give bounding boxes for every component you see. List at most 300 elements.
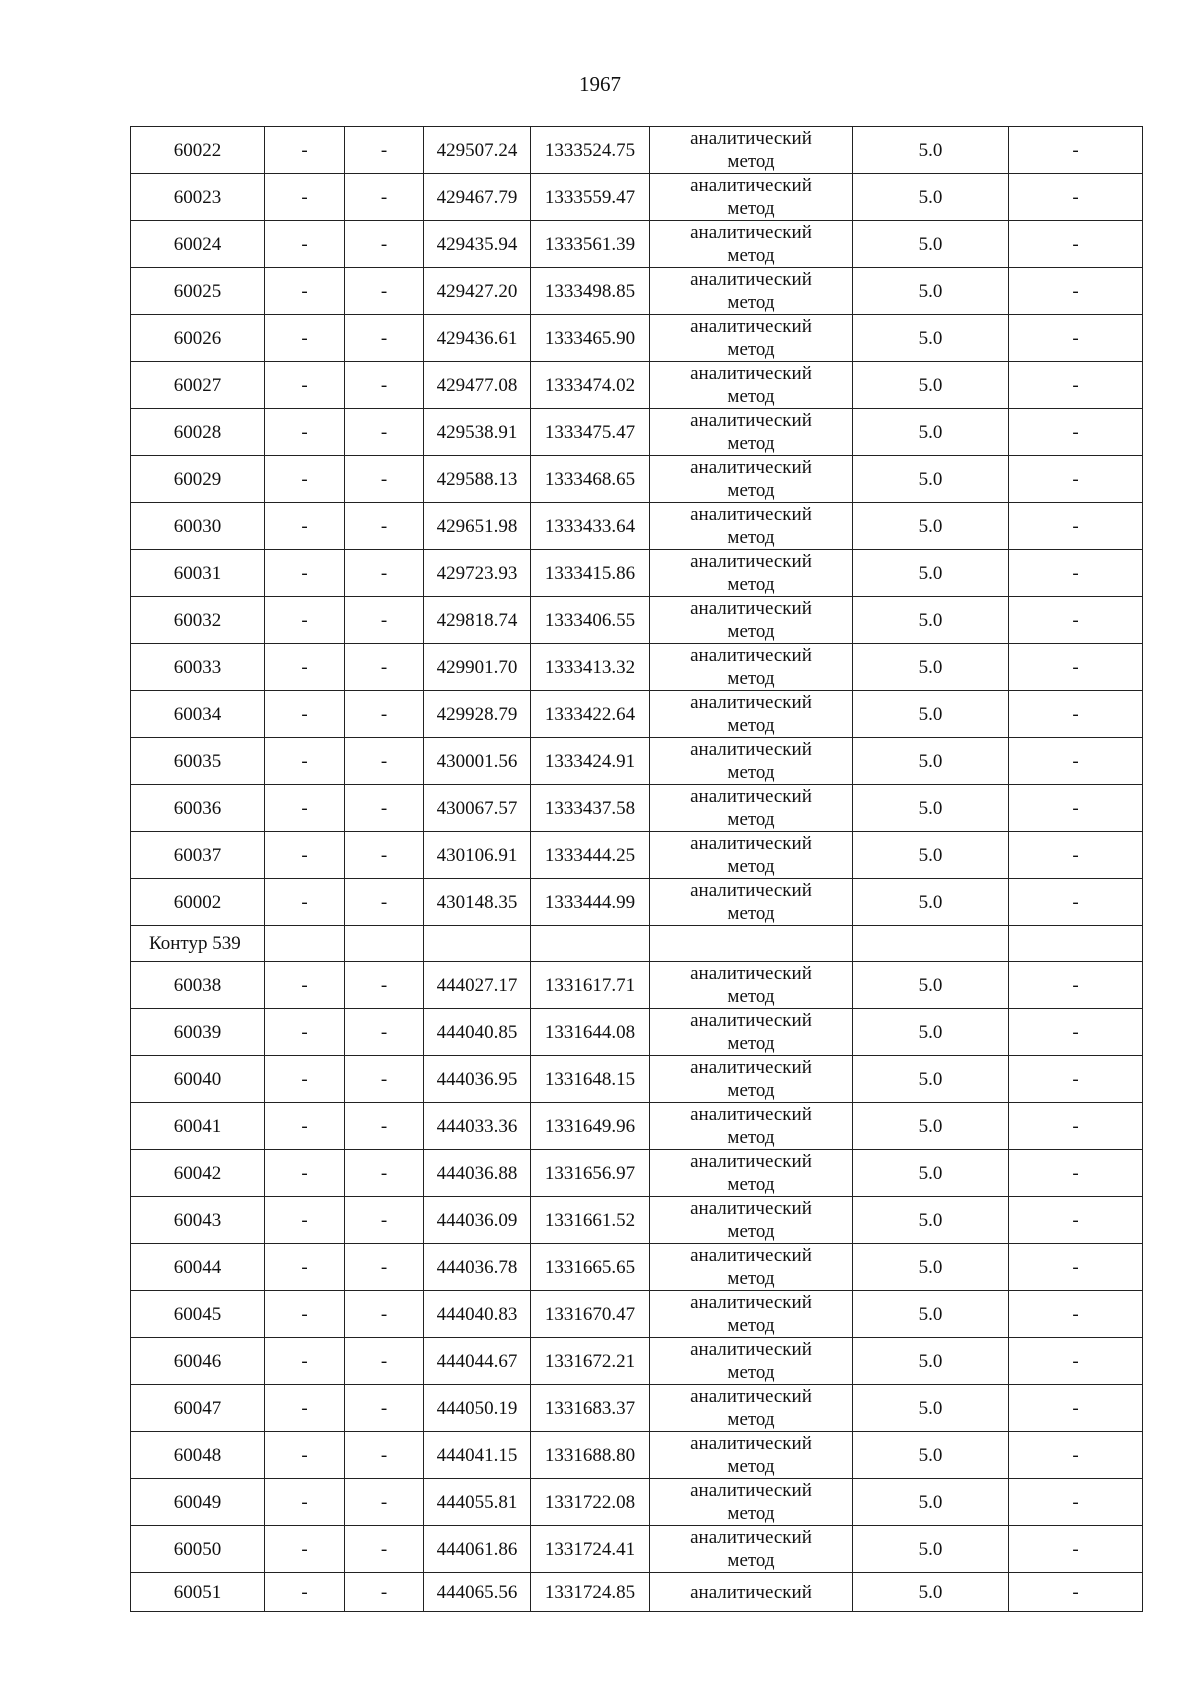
empty-cell xyxy=(650,926,853,962)
table-row xyxy=(131,597,1143,644)
column-2-cell: - xyxy=(265,1338,345,1385)
column-8-cell: - xyxy=(1009,1385,1143,1432)
column-3-cell: - xyxy=(345,268,424,315)
point-number-cell: 60048 xyxy=(131,1432,265,1479)
method-cell xyxy=(650,127,853,174)
column-3-cell: - xyxy=(345,1385,424,1432)
column-8-cell: - xyxy=(1009,832,1143,879)
method-line: аналитический xyxy=(690,410,812,431)
column-8-cell: - xyxy=(1009,456,1143,503)
y-coordinate-cell: 1331683.37 xyxy=(531,1385,650,1432)
table-row xyxy=(131,879,1143,926)
method-line: метод xyxy=(727,809,775,830)
x-coordinate-cell: 444041.15 xyxy=(424,1432,531,1479)
method-line: аналитический xyxy=(690,175,812,196)
table-row xyxy=(131,1103,1143,1150)
method-line: метод xyxy=(727,245,775,266)
page-number: 1967 xyxy=(579,72,621,96)
accuracy-cell: 5.0 xyxy=(853,644,1009,691)
y-coordinate-cell: 1333444.25 xyxy=(531,832,650,879)
method-line: метод xyxy=(727,386,775,407)
x-coordinate-cell: 429477.08 xyxy=(424,362,531,409)
column-8-cell: - xyxy=(1009,1338,1143,1385)
table-row xyxy=(131,1479,1143,1526)
accuracy-cell: 5.0 xyxy=(853,1103,1009,1150)
y-coordinate-cell: 1331656.97 xyxy=(531,1150,650,1197)
accuracy-cell: 5.0 xyxy=(853,1573,1009,1612)
y-coordinate-cell: 1333559.47 xyxy=(531,174,650,221)
table-row xyxy=(131,1432,1143,1479)
column-8-cell: - xyxy=(1009,1573,1143,1612)
table-row xyxy=(131,409,1143,456)
point-number-cell: 60028 xyxy=(131,409,265,456)
accuracy-cell: 5.0 xyxy=(853,785,1009,832)
method-cell xyxy=(650,597,853,644)
column-2-cell: - xyxy=(265,1291,345,1338)
y-coordinate-cell: 1333468.65 xyxy=(531,456,650,503)
point-number-cell: 60038 xyxy=(131,962,265,1009)
x-coordinate-cell: 444027.17 xyxy=(424,962,531,1009)
column-3-cell: - xyxy=(345,1244,424,1291)
column-2-cell: - xyxy=(265,1526,345,1573)
method-line: аналитический xyxy=(690,1104,812,1125)
table-row xyxy=(131,127,1143,174)
column-2-cell: - xyxy=(265,879,345,926)
point-number-cell: 60023 xyxy=(131,174,265,221)
method-line: метод xyxy=(727,1362,775,1383)
method-cell xyxy=(650,1197,853,1244)
method-cell xyxy=(650,550,853,597)
x-coordinate-cell: 444036.78 xyxy=(424,1244,531,1291)
method-line: аналитический xyxy=(690,1198,812,1219)
method-line: метод xyxy=(727,986,775,1007)
method-line: метод xyxy=(727,1127,775,1148)
column-8-cell: - xyxy=(1009,738,1143,785)
method-line: аналитический xyxy=(690,833,812,854)
method-line: метод xyxy=(727,292,775,313)
y-coordinate-cell: 1331724.85 xyxy=(531,1573,650,1612)
x-coordinate-cell: 444040.83 xyxy=(424,1291,531,1338)
method-cell xyxy=(650,456,853,503)
point-number-cell: 60036 xyxy=(131,785,265,832)
x-coordinate-cell: 429651.98 xyxy=(424,503,531,550)
x-coordinate-cell: 444065.56 xyxy=(424,1573,531,1612)
method-line: метод xyxy=(727,1033,775,1054)
point-number-cell: 60044 xyxy=(131,1244,265,1291)
method-line: аналитический xyxy=(690,786,812,807)
column-3-cell: - xyxy=(345,738,424,785)
method-line: аналитический xyxy=(690,1151,812,1172)
table-row xyxy=(131,738,1143,785)
method-line: метод xyxy=(727,1550,775,1571)
column-3-cell: - xyxy=(345,962,424,1009)
column-3-cell: - xyxy=(345,879,424,926)
column-2-cell: - xyxy=(265,456,345,503)
y-coordinate-cell: 1331661.52 xyxy=(531,1197,650,1244)
method-line: аналитический xyxy=(690,128,812,149)
table-row xyxy=(131,1056,1143,1103)
method-cell xyxy=(650,1244,853,1291)
column-2-cell: - xyxy=(265,315,345,362)
column-3-cell: - xyxy=(345,362,424,409)
column-3-cell: - xyxy=(345,1479,424,1526)
column-2-cell: - xyxy=(265,268,345,315)
column-2-cell: - xyxy=(265,1197,345,1244)
method-cell xyxy=(650,409,853,456)
method-line: аналитический xyxy=(690,598,812,619)
x-coordinate-cell: 430001.56 xyxy=(424,738,531,785)
method-line: аналитический xyxy=(690,1527,812,1548)
accuracy-cell: 5.0 xyxy=(853,221,1009,268)
method-cell xyxy=(650,221,853,268)
column-8-cell: - xyxy=(1009,1009,1143,1056)
column-2-cell: - xyxy=(265,1573,345,1612)
x-coordinate-cell: 444044.67 xyxy=(424,1338,531,1385)
point-number-cell: 60034 xyxy=(131,691,265,738)
accuracy-cell: 5.0 xyxy=(853,1150,1009,1197)
x-coordinate-cell: 429467.79 xyxy=(424,174,531,221)
y-coordinate-cell: 1333437.58 xyxy=(531,785,650,832)
column-3-cell: - xyxy=(345,1009,424,1056)
method-line: аналитический xyxy=(690,363,812,384)
point-number-cell: 60022 xyxy=(131,127,265,174)
column-3-cell: - xyxy=(345,315,424,362)
method-cell xyxy=(650,1150,853,1197)
empty-cell xyxy=(853,926,1009,962)
column-3-cell: - xyxy=(345,550,424,597)
point-number-cell: 60002 xyxy=(131,879,265,926)
y-coordinate-cell: 1331724.41 xyxy=(531,1526,650,1573)
point-number-cell: 60031 xyxy=(131,550,265,597)
method-line: метод xyxy=(727,856,775,877)
method-cell xyxy=(650,785,853,832)
method-line: метод xyxy=(727,1080,775,1101)
method-cell xyxy=(650,1573,853,1612)
point-number-cell: 60029 xyxy=(131,456,265,503)
accuracy-cell: 5.0 xyxy=(853,1197,1009,1244)
column-2-cell: - xyxy=(265,785,345,832)
accuracy-cell: 5.0 xyxy=(853,503,1009,550)
method-line: аналитический xyxy=(690,1292,812,1313)
x-coordinate-cell: 429427.20 xyxy=(424,268,531,315)
point-number-cell: 60027 xyxy=(131,362,265,409)
table-row xyxy=(131,962,1143,1009)
accuracy-cell: 5.0 xyxy=(853,1291,1009,1338)
column-8-cell: - xyxy=(1009,503,1143,550)
x-coordinate-cell: 444040.85 xyxy=(424,1009,531,1056)
column-8-cell: - xyxy=(1009,1150,1143,1197)
table-row xyxy=(131,1338,1143,1385)
y-coordinate-cell: 1331648.15 xyxy=(531,1056,650,1103)
accuracy-cell: 5.0 xyxy=(853,550,1009,597)
method-cell xyxy=(650,362,853,409)
table-row xyxy=(131,503,1143,550)
column-2-cell: - xyxy=(265,1103,345,1150)
column-2-cell: - xyxy=(265,127,345,174)
method-line: метод xyxy=(727,527,775,548)
column-3-cell: - xyxy=(345,1573,424,1612)
empty-cell xyxy=(265,926,345,962)
column-2-cell: - xyxy=(265,1056,345,1103)
x-coordinate-cell: 429507.24 xyxy=(424,127,531,174)
y-coordinate-cell: 1333524.75 xyxy=(531,127,650,174)
method-cell xyxy=(650,1432,853,1479)
x-coordinate-cell: 444055.81 xyxy=(424,1479,531,1526)
method-cell xyxy=(650,832,853,879)
empty-cell xyxy=(1009,926,1143,962)
column-2-cell: - xyxy=(265,409,345,456)
point-number-cell: 60024 xyxy=(131,221,265,268)
method-line: метод xyxy=(727,433,775,454)
y-coordinate-cell: 1331665.65 xyxy=(531,1244,650,1291)
method-line: аналитический xyxy=(690,1480,812,1501)
column-3-cell: - xyxy=(345,644,424,691)
y-coordinate-cell: 1333474.02 xyxy=(531,362,650,409)
column-2-cell: - xyxy=(265,962,345,1009)
x-coordinate-cell: 444033.36 xyxy=(424,1103,531,1150)
column-8-cell: - xyxy=(1009,268,1143,315)
x-coordinate-cell: 444050.19 xyxy=(424,1385,531,1432)
method-cell xyxy=(650,268,853,315)
accuracy-cell: 5.0 xyxy=(853,409,1009,456)
method-line: метод xyxy=(727,1268,775,1289)
column-2-cell: - xyxy=(265,1432,345,1479)
method-line: аналитический xyxy=(690,645,812,666)
accuracy-cell: 5.0 xyxy=(853,597,1009,644)
column-2-cell: - xyxy=(265,1385,345,1432)
x-coordinate-cell: 430106.91 xyxy=(424,832,531,879)
method-line: аналитический xyxy=(690,504,812,525)
x-coordinate-cell: 444036.95 xyxy=(424,1056,531,1103)
point-number-cell: 60032 xyxy=(131,597,265,644)
point-number-cell: 60037 xyxy=(131,832,265,879)
point-number-cell: 60043 xyxy=(131,1197,265,1244)
column-8-cell: - xyxy=(1009,691,1143,738)
table-row xyxy=(131,1197,1143,1244)
method-cell xyxy=(650,1338,853,1385)
table-row xyxy=(131,1244,1143,1291)
y-coordinate-cell: 1333415.86 xyxy=(531,550,650,597)
point-number-cell: 60025 xyxy=(131,268,265,315)
method-line: аналитический xyxy=(690,1245,812,1266)
method-cell xyxy=(650,691,853,738)
method-line: метод xyxy=(727,762,775,783)
method-line: метод xyxy=(727,1174,775,1195)
column-2-cell: - xyxy=(265,597,345,644)
point-number-cell: 60051 xyxy=(131,1573,265,1612)
y-coordinate-cell: 1331688.80 xyxy=(531,1432,650,1479)
column-3-cell: - xyxy=(345,456,424,503)
column-3-cell: - xyxy=(345,174,424,221)
method-cell xyxy=(650,174,853,221)
table-row xyxy=(131,785,1143,832)
column-8-cell: - xyxy=(1009,1526,1143,1573)
column-3-cell: - xyxy=(345,503,424,550)
x-coordinate-cell: 429538.91 xyxy=(424,409,531,456)
method-line: аналитический xyxy=(690,551,812,572)
point-number-cell: 60039 xyxy=(131,1009,265,1056)
column-3-cell: - xyxy=(345,832,424,879)
x-coordinate-cell: 429723.93 xyxy=(424,550,531,597)
method-line: аналитический xyxy=(690,269,812,290)
table-row xyxy=(131,644,1143,691)
method-cell xyxy=(650,879,853,926)
point-number-cell: 60026 xyxy=(131,315,265,362)
accuracy-cell: 5.0 xyxy=(853,1432,1009,1479)
method-line: метод xyxy=(727,668,775,689)
y-coordinate-cell: 1333475.47 xyxy=(531,409,650,456)
method-line: аналитический xyxy=(690,963,812,984)
method-line: метод xyxy=(727,151,775,172)
point-number-cell: 60046 xyxy=(131,1338,265,1385)
accuracy-cell: 5.0 xyxy=(853,1479,1009,1526)
column-3-cell: - xyxy=(345,1432,424,1479)
table-row xyxy=(131,832,1143,879)
method-line: метод xyxy=(727,1315,775,1336)
column-2-cell: - xyxy=(265,362,345,409)
y-coordinate-cell: 1331649.96 xyxy=(531,1103,650,1150)
method-cell xyxy=(650,1526,853,1573)
column-8-cell: - xyxy=(1009,785,1143,832)
y-coordinate-cell: 1331670.47 xyxy=(531,1291,650,1338)
method-line: метод xyxy=(727,1221,775,1242)
method-line: аналитический xyxy=(690,1057,812,1078)
method-line: аналитический xyxy=(690,1433,812,1454)
table-row xyxy=(131,456,1143,503)
method-line: аналитический xyxy=(690,880,812,901)
accuracy-cell: 5.0 xyxy=(853,1244,1009,1291)
accuracy-cell: 5.0 xyxy=(853,832,1009,879)
point-number-cell: 60049 xyxy=(131,1479,265,1526)
method-line: аналитический xyxy=(690,1339,812,1360)
method-line: аналитический xyxy=(690,1581,812,1603)
table-row xyxy=(131,1573,1143,1612)
y-coordinate-cell: 1333498.85 xyxy=(531,268,650,315)
x-coordinate-cell: 429588.13 xyxy=(424,456,531,503)
column-8-cell: - xyxy=(1009,1244,1143,1291)
x-coordinate-cell: 444036.09 xyxy=(424,1197,531,1244)
table-row xyxy=(131,362,1143,409)
contour-header-row xyxy=(131,926,1143,962)
y-coordinate-cell: 1333422.64 xyxy=(531,691,650,738)
method-line: аналитический xyxy=(690,739,812,760)
column-8-cell: - xyxy=(1009,127,1143,174)
column-2-cell: - xyxy=(265,221,345,268)
x-coordinate-cell: 444061.86 xyxy=(424,1526,531,1573)
table-row xyxy=(131,268,1143,315)
column-2-cell: - xyxy=(265,832,345,879)
y-coordinate-cell: 1333444.99 xyxy=(531,879,650,926)
column-3-cell: - xyxy=(345,1291,424,1338)
x-coordinate-cell: 430148.35 xyxy=(424,879,531,926)
column-8-cell: - xyxy=(1009,1103,1143,1150)
column-3-cell: - xyxy=(345,597,424,644)
point-number-cell: 60045 xyxy=(131,1291,265,1338)
y-coordinate-cell: 1331672.21 xyxy=(531,1338,650,1385)
y-coordinate-cell: 1333433.64 xyxy=(531,503,650,550)
column-8-cell: - xyxy=(1009,1056,1143,1103)
column-3-cell: - xyxy=(345,1197,424,1244)
column-8-cell: - xyxy=(1009,174,1143,221)
column-3-cell: - xyxy=(345,1103,424,1150)
method-line: метод xyxy=(727,480,775,501)
y-coordinate-cell: 1333406.55 xyxy=(531,597,650,644)
y-coordinate-cell: 1331617.71 xyxy=(531,962,650,1009)
method-cell xyxy=(650,1056,853,1103)
column-2-cell: - xyxy=(265,691,345,738)
method-cell xyxy=(650,315,853,362)
column-2-cell: - xyxy=(265,738,345,785)
y-coordinate-cell: 1333465.90 xyxy=(531,315,650,362)
y-coordinate-cell: 1331722.08 xyxy=(531,1479,650,1526)
y-coordinate-cell: 1331644.08 xyxy=(531,1009,650,1056)
y-coordinate-cell: 1333413.32 xyxy=(531,644,650,691)
column-3-cell: - xyxy=(345,221,424,268)
empty-cell xyxy=(531,926,650,962)
method-line: метод xyxy=(727,574,775,595)
method-line: метод xyxy=(727,1456,775,1477)
method-line: аналитический xyxy=(690,692,812,713)
method-line: аналитический xyxy=(690,1010,812,1031)
column-8-cell: - xyxy=(1009,1291,1143,1338)
x-coordinate-cell: 429901.70 xyxy=(424,644,531,691)
method-line: метод xyxy=(727,1409,775,1430)
table-row xyxy=(131,691,1143,738)
x-coordinate-cell: 429928.79 xyxy=(424,691,531,738)
column-3-cell: - xyxy=(345,1526,424,1573)
method-line: метод xyxy=(727,198,775,219)
point-number-cell: 60047 xyxy=(131,1385,265,1432)
column-2-cell: - xyxy=(265,1244,345,1291)
accuracy-cell: 5.0 xyxy=(853,1009,1009,1056)
table-row xyxy=(131,1291,1143,1338)
empty-cell xyxy=(345,926,424,962)
column-2-cell: - xyxy=(265,1009,345,1056)
method-line: аналитический xyxy=(690,1386,812,1407)
table-row xyxy=(131,550,1143,597)
y-coordinate-cell: 1333561.39 xyxy=(531,221,650,268)
accuracy-cell: 5.0 xyxy=(853,1385,1009,1432)
method-line: аналитический xyxy=(690,222,812,243)
method-line: метод xyxy=(727,1503,775,1524)
point-number-cell: 60042 xyxy=(131,1150,265,1197)
point-number-cell: 60030 xyxy=(131,503,265,550)
method-line: метод xyxy=(727,715,775,736)
x-coordinate-cell: 430067.57 xyxy=(424,785,531,832)
column-8-cell: - xyxy=(1009,644,1143,691)
accuracy-cell: 5.0 xyxy=(853,127,1009,174)
accuracy-cell: 5.0 xyxy=(853,1526,1009,1573)
column-8-cell: - xyxy=(1009,1479,1143,1526)
method-line: метод xyxy=(727,339,775,360)
column-2-cell: - xyxy=(265,644,345,691)
accuracy-cell: 5.0 xyxy=(853,1338,1009,1385)
column-8-cell: - xyxy=(1009,550,1143,597)
point-number-cell: 60035 xyxy=(131,738,265,785)
table-row xyxy=(131,174,1143,221)
column-2-cell: - xyxy=(265,1479,345,1526)
method-line: аналитический xyxy=(690,316,812,337)
method-cell xyxy=(650,503,853,550)
column-3-cell: - xyxy=(345,1150,424,1197)
accuracy-cell: 5.0 xyxy=(853,456,1009,503)
accuracy-cell: 5.0 xyxy=(853,879,1009,926)
accuracy-cell: 5.0 xyxy=(853,691,1009,738)
x-coordinate-cell: 429436.61 xyxy=(424,315,531,362)
accuracy-cell: 5.0 xyxy=(853,738,1009,785)
method-cell xyxy=(650,962,853,1009)
column-8-cell: - xyxy=(1009,1432,1143,1479)
